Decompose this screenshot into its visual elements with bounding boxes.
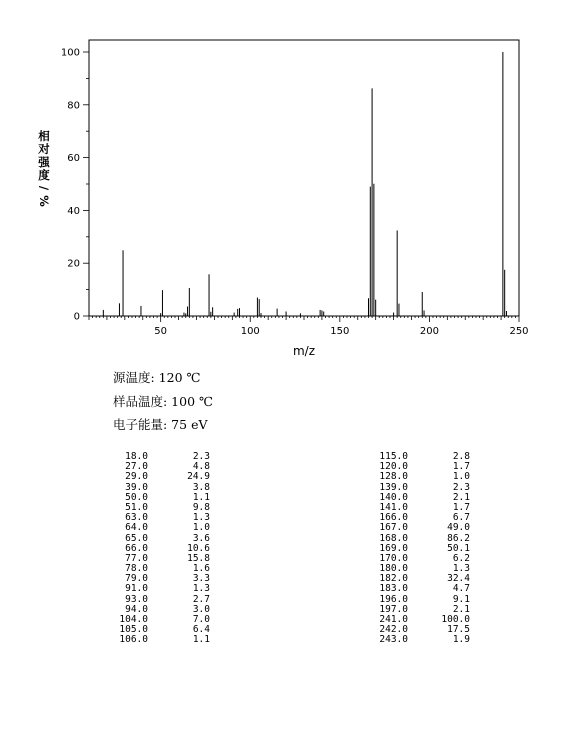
mz-value: 183.0: [379, 583, 408, 595]
intensity-value: 2.8: [452, 451, 470, 462]
intensity-value: 1.0: [452, 471, 470, 483]
intensity-value: 24.9: [187, 471, 210, 483]
peak-table-left: [108, 452, 218, 646]
mz-value: 91.0: [125, 583, 148, 595]
table-row: [108, 635, 218, 645]
x-axis-label: m/z: [292, 344, 316, 358]
y-tick-label: 80: [67, 100, 80, 112]
mz-value: 63.0: [125, 512, 148, 524]
mz-value: 180.0: [379, 563, 408, 575]
mz-value: 166.0: [379, 512, 408, 524]
mz-value: 29.0: [125, 471, 148, 483]
mz-value: 77.0: [125, 552, 148, 564]
intensity-value: 2.3: [452, 481, 470, 493]
intensity-value: 3.6: [192, 532, 210, 544]
intensity-value: 3.3: [192, 573, 210, 585]
mz-value: 139.0: [379, 481, 408, 493]
mz-value: 66.0: [125, 542, 148, 554]
x-tick-label: 200: [419, 326, 439, 337]
mz-value: 104.0: [119, 614, 148, 625]
intensity-value: 1.3: [452, 563, 470, 575]
mz-value: 78.0: [125, 563, 148, 575]
intensity-value: 4.8: [192, 461, 210, 473]
y-label-char: 相: [38, 129, 50, 143]
intensity-value: 1.1: [192, 491, 210, 503]
mz-value: 51.0: [125, 501, 148, 513]
intensity-value: 10.6: [187, 542, 210, 554]
intensity-value: 1.7: [452, 501, 470, 513]
table-row: [368, 635, 478, 645]
intensity-value: 3.8: [192, 481, 210, 493]
intensity-value: 9.8: [192, 501, 210, 513]
intensity-value: 1.3: [192, 512, 210, 524]
y-axis-label: [37, 129, 51, 207]
mz-value: 140.0: [379, 491, 408, 503]
intensity-value: 1.1: [192, 634, 210, 646]
table-row: [368, 523, 478, 533]
mz-value: 18.0: [125, 451, 148, 462]
y-label-char: /: [37, 185, 51, 191]
mz-value: 170.0: [379, 552, 408, 564]
source-temperature: 源温度: 120 ℃: [113, 370, 201, 385]
mz-value: 241.0: [379, 614, 408, 625]
y-tick-label: 20: [67, 258, 80, 270]
plot-frame: [89, 40, 519, 316]
mz-value: 242.0: [379, 624, 408, 636]
y-tick-label: 60: [67, 153, 80, 165]
intensity-value: 2.1: [452, 491, 470, 503]
intensity-value: 1.0: [192, 522, 210, 534]
intensity-value: 6.7: [452, 512, 470, 524]
intensity-value: 4.7: [452, 583, 470, 595]
x-tick-label: 100: [240, 326, 260, 337]
intensity-value: 2.3: [192, 451, 210, 462]
mz-value: 115.0: [379, 451, 408, 462]
x-tick-label: 250: [509, 326, 529, 337]
x-tick-label: 150: [330, 326, 350, 337]
mz-value: 79.0: [125, 573, 148, 585]
y-label-char: 强: [38, 155, 50, 169]
intensity-value: 6.2: [452, 552, 470, 564]
mz-value: 64.0: [125, 522, 148, 534]
intensity-value: 2.7: [192, 593, 210, 605]
mz-value: 197.0: [379, 603, 408, 615]
intensity-value: 49.0: [447, 522, 470, 534]
y-tick-label: 40: [67, 205, 80, 217]
mz-value: 128.0: [379, 471, 408, 483]
mz-value: 27.0: [125, 461, 148, 473]
mz-value: 168.0: [379, 532, 408, 544]
mz-value: 93.0: [125, 593, 148, 605]
y-tick-label: 100: [60, 47, 80, 59]
intensity-value: 9.1: [452, 593, 470, 605]
electron-energy: 电子能量: 75 eV: [113, 417, 208, 432]
sample-temperature: 样品温度: 100 ℃: [113, 394, 214, 409]
peak-table-right: [368, 452, 478, 646]
intensity-value: 1.7: [452, 461, 470, 473]
intensity-value: 86.2: [447, 532, 470, 544]
intensity-value: 17.5: [447, 624, 470, 636]
mz-value: 105.0: [119, 624, 148, 636]
mz-value: 94.0: [125, 603, 148, 615]
mz-value: 182.0: [379, 573, 408, 585]
mz-value: 167.0: [379, 522, 408, 534]
intensity-value: 50.1: [447, 542, 470, 554]
intensity-value: 1.6: [192, 563, 210, 575]
y-label-char: 对: [38, 142, 50, 156]
intensity-value: 15.8: [187, 552, 210, 564]
y-tick-label: 0: [73, 311, 80, 323]
intensity-value: 1.9: [452, 634, 470, 646]
mz-value: 106.0: [119, 634, 148, 646]
x-axis-ticks: [89, 316, 529, 337]
peak-bars: [103, 52, 506, 316]
mz-value: 196.0: [379, 593, 408, 605]
mz-value: 65.0: [125, 532, 148, 544]
mz-value: 50.0: [125, 491, 148, 503]
y-axis-ticks: [61, 48, 89, 323]
y-label-char: %: [37, 195, 51, 207]
mz-value: 120.0: [379, 461, 408, 473]
table-row: [108, 523, 218, 533]
intensity-value: 2.1: [452, 603, 470, 615]
x-tick-label: 50: [154, 326, 168, 337]
intensity-value: 32.4: [447, 573, 470, 585]
y-label-char: 度: [38, 168, 50, 182]
intensity-value: 1.3: [192, 583, 210, 595]
intensity-value: 7.0: [192, 614, 210, 625]
mz-value: 141.0: [379, 501, 408, 513]
intensity-value: 3.0: [192, 603, 210, 615]
mz-value: 169.0: [379, 542, 408, 554]
mz-value: 243.0: [379, 634, 408, 646]
mz-value: 39.0: [125, 481, 148, 493]
intensity-value: 6.4: [192, 624, 210, 636]
intensity-value: 100.0: [441, 614, 470, 625]
